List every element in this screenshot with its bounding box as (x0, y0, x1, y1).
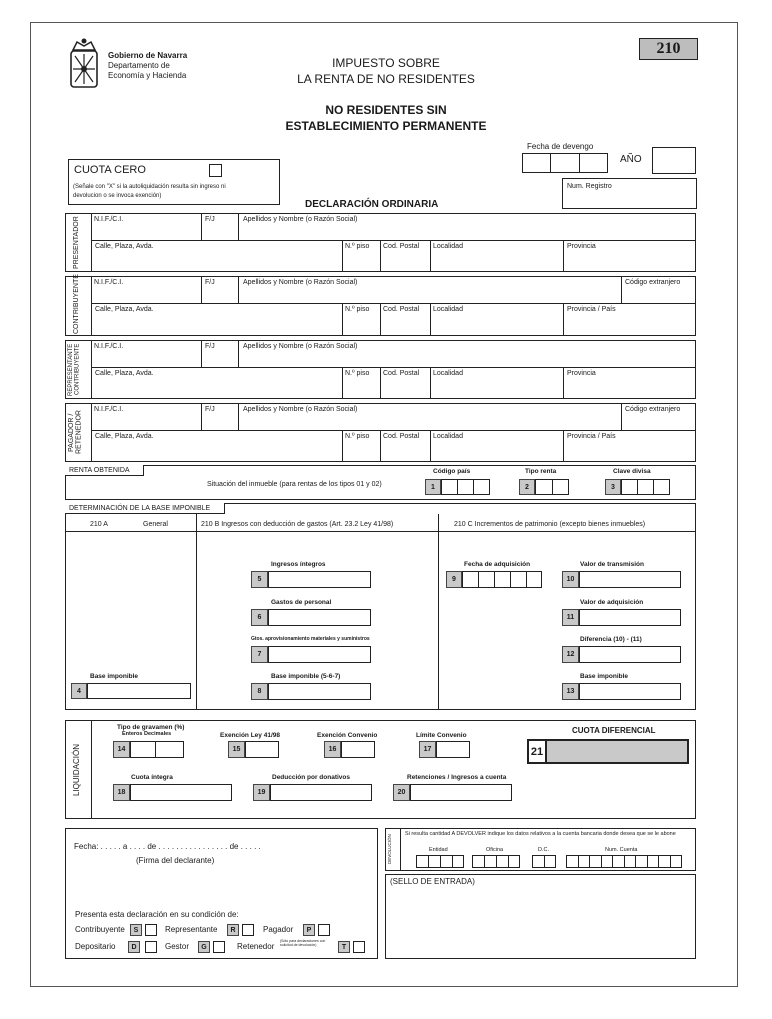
representante-checkbox[interactable] (242, 924, 254, 936)
option-r-code: R (227, 924, 239, 936)
model-number-badge (639, 38, 698, 60)
presentador-nif: N.I.F./C.I. (94, 216, 124, 223)
base-a-label: Base imponible (90, 673, 139, 680)
contribuyente-piso: N.º piso (345, 306, 370, 313)
deduccion-label: Deducción por donativos (272, 774, 351, 781)
contribuyente-codigo-extranjero: Código extranjero (625, 279, 681, 286)
subtitle-line2: ESTABLECIMIENTO PERMANENTE (285, 119, 487, 133)
tipo-renta-label: Tipo renta (525, 468, 557, 475)
ingresos-label: Ingresos íntegros (271, 561, 326, 568)
base-c-label: Base imponible (580, 673, 629, 680)
gtos-aprov-label: Gtos. aprovisionamiento materiales y suministros (251, 636, 370, 642)
codigo-pais-label: Código país (433, 468, 471, 475)
title-line1: IMPUESTO SOBRE (332, 56, 440, 70)
representante-line2: CONTRIBUYENTE (74, 343, 81, 396)
model-number: 210 (656, 40, 681, 57)
box-19-number: 19 (253, 784, 270, 801)
gastos-personal-label: Gastos de personal (271, 599, 332, 606)
box-14-field[interactable] (130, 741, 184, 758)
box-11-number: 11 (562, 609, 579, 626)
presentador-provincia: Provincia (567, 243, 596, 250)
cuota-diferencial-label: CUOTA DIFERENCIAL (572, 726, 656, 735)
pagador-line2: RETENEDOR (75, 410, 83, 455)
box-10-field[interactable] (579, 571, 681, 588)
pagador-option: Pagador (263, 925, 294, 934)
entidad-label: Entidad (429, 847, 448, 853)
box-17-number: 17 (419, 741, 436, 758)
box-21-field[interactable] (527, 739, 689, 764)
presentador-fj: F/J (205, 216, 215, 223)
dc-label: D.C. (538, 847, 549, 853)
box-8-number: 8 (251, 683, 268, 700)
representante-fj: F/J (205, 343, 215, 350)
pagador-piso: N.º piso (345, 433, 370, 440)
renta-situacion: Situación del inmueble (para rentas de los tipos 01 y 02) (207, 481, 382, 488)
col-210a-label: 210 A (90, 521, 108, 528)
box-4-number: 4 (71, 683, 87, 699)
box-20-field[interactable] (410, 784, 512, 801)
box-4-field[interactable] (87, 683, 191, 699)
representante-postal: Cod. Postal (383, 370, 420, 377)
valor-trans-label: Valor de transmisión (580, 561, 644, 568)
pagador-line1: PAGADOR / (68, 413, 75, 452)
cuota-cero-checkbox[interactable] (209, 164, 222, 177)
limite-convenio-label: Límite Convenio (416, 732, 467, 739)
box-13-number: 13 (562, 683, 579, 700)
box-21-number-cell (527, 739, 547, 764)
representante-provincia: Provincia (567, 370, 596, 377)
subtitle-line1: NO RESIDENTES SIN (325, 103, 447, 117)
fecha-adq-label: Fecha de adquisición (464, 561, 531, 568)
liquidacion-label: LIQUIDACIÓN (72, 743, 81, 796)
box-7-number: 7 (251, 646, 268, 663)
fecha-devengo-label: Fecha de devengo (527, 142, 594, 151)
presentador-piso: N.º piso (345, 243, 370, 250)
option-p-code: P (303, 924, 315, 936)
col-210c-label: 210 C Incrementos de patrimonio (excepto bienes inmuebles) (454, 521, 646, 528)
box-12-number: 12 (562, 646, 579, 663)
devolucion-label: DEVOLUCIÓN (387, 834, 392, 865)
option-g-code: G (198, 941, 210, 953)
pagador-label (68, 405, 83, 460)
box-18-number: 18 (113, 784, 130, 801)
sello-entrada-label: (SELLO DE ENTRADA) (390, 877, 475, 886)
retenedor-option: Retenedor (237, 942, 275, 951)
ano-field[interactable] (652, 147, 696, 174)
representante-localidad: Localidad (433, 370, 463, 377)
contribuyente-apellidos: Apellidos y Nombre (o Razón Social) (243, 279, 358, 286)
option-t-code: T (338, 941, 350, 953)
contribuyente-label: CONTRIBUYENTE (73, 274, 80, 334)
box-17-field[interactable] (436, 741, 470, 758)
box-2-number: 2 (519, 479, 535, 495)
contribuyente-checkbox[interactable] (145, 924, 157, 936)
box-18-field[interactable] (130, 784, 232, 801)
pagador-provincia: Provincia / País (567, 433, 616, 440)
contribuyente-nif: N.I.F./C.I. (94, 279, 124, 286)
pagador-postal: Cod. Postal (383, 433, 420, 440)
presentador-localidad: Localidad (433, 243, 463, 250)
base-title: DETERMINACIÓN DE LA BASE IMPONIBLE (69, 505, 211, 512)
representante-piso: N.º piso (345, 370, 370, 377)
representante-option: Representante (165, 925, 218, 934)
box-16-field[interactable] (341, 741, 375, 758)
fecha-devengo-field[interactable] (522, 153, 608, 173)
pagador-apellidos: Apellidos y Nombre (o Razón Social) (243, 406, 358, 413)
retenedor-checkbox[interactable] (353, 941, 365, 953)
renta-title: RENTA OBTENIDA (69, 467, 130, 474)
base-567-label: Base imponible (5-6-7) (271, 673, 341, 680)
cuota-integra-label: Cuota íntegra (131, 774, 173, 781)
presentador-label: PRESENTADOR (73, 216, 80, 269)
cuota-cero-note2: devolucion o se invoca exención) (73, 193, 162, 199)
retenedor-note: (Sólo para declaraciones con solicitud de devolución) (280, 939, 326, 948)
representante-nif: N.I.F./C.I. (94, 343, 124, 350)
representante-line1: REPRESENTANTE (68, 343, 74, 396)
exencion-ley-label: Exención Ley 41/98 (220, 732, 280, 739)
contribuyente-localidad: Localidad (433, 306, 463, 313)
pagador-codigo-extranjero: Código extranjero (625, 406, 681, 413)
box-1-number: 1 (425, 479, 441, 495)
ano-label: AÑO (620, 154, 642, 165)
box-10-number: 10 (562, 571, 579, 588)
box-11-field[interactable] (579, 609, 681, 626)
option-d-code: D (128, 941, 140, 953)
box-5-number: 5 (251, 571, 268, 588)
representante-calle: Calle, Plaza, Avda. (95, 370, 154, 377)
contribuyente-option: Contribuyente (75, 925, 125, 934)
presenta-label: Presenta esta declaración en su condición de: (75, 910, 239, 919)
presentador-calle: Calle, Plaza, Avda. (95, 243, 154, 250)
box-14-number: 14 (113, 741, 130, 758)
declaracion-ordinaria: DECLARACIÓN ORDINARIA (305, 199, 439, 210)
contribuyente-provincia: Provincia / País (567, 306, 616, 313)
pagador-fj: F/J (205, 406, 215, 413)
box-5-field[interactable] (268, 571, 371, 588)
cuota-cero-label: CUOTA CERO (74, 164, 146, 176)
representante-apellidos: Apellidos y Nombre (o Razón Social) (243, 343, 358, 350)
pagador-localidad: Localidad (433, 433, 463, 440)
representante-label (68, 342, 81, 397)
codigo-pais-field[interactable] (441, 479, 490, 495)
presentador-apellidos: Apellidos y Nombre (o Razón Social) (243, 216, 358, 223)
cuota-cero-note1: (Señale con "X" si la autoliquidación resulta sin ingreso ni (73, 184, 226, 190)
col-210b-label: 210 B Ingresos con deducción de gastos (Art. 23.2 Ley 41/98) (201, 521, 394, 528)
retenciones-label: Retenciones / Ingresos a cuenta (407, 774, 507, 781)
box-20-number: 20 (393, 784, 410, 801)
org-line1: Gobierno de Navarra (108, 51, 188, 60)
box-6-field[interactable] (268, 609, 371, 626)
depositario-checkbox[interactable] (145, 941, 157, 953)
firma-label: (Firma del declarante) (136, 856, 215, 865)
diferencia-label: Diferencia (10) - (11) (580, 636, 642, 643)
contribuyente-postal: Cod. Postal (383, 306, 420, 313)
col-210a-general: General (143, 521, 168, 528)
depositario-option: Depositario (75, 942, 116, 951)
box-7-field[interactable] (268, 646, 371, 663)
devolucion-note: Si resulta cantidad A DEVOLVER indique los datos relativos a la cuenta bancaria donde desea que se le abone (405, 831, 676, 837)
gestor-checkbox[interactable] (213, 941, 225, 953)
gestor-option: Gestor (165, 942, 190, 951)
tipo-gravamen-label: Tipo de gravamen (%) (117, 724, 185, 731)
oficina-label: Oficina (486, 847, 504, 853)
box-16-number: 16 (324, 741, 341, 758)
title-line2: LA RENTA DE NO RESIDENTES (297, 72, 475, 86)
pagador-calle: Calle, Plaza, Avda. (95, 433, 154, 440)
clave-divisa-label: Clave divisa (613, 468, 651, 475)
box-9-field[interactable] (462, 571, 542, 588)
box-13-field[interactable] (579, 683, 681, 700)
box-15-number: 15 (228, 741, 245, 758)
box-19-field[interactable] (270, 784, 372, 801)
contribuyente-fj: F/J (205, 279, 215, 286)
box-12-field[interactable] (579, 646, 681, 663)
enteros-decimales-label: Enteros Decimales (122, 731, 172, 737)
option-s-code: S (130, 924, 142, 936)
exencion-convenio-label: Exención Convenio (317, 732, 378, 739)
box-15-field[interactable] (245, 741, 279, 758)
pagador-checkbox[interactable] (318, 924, 330, 936)
box-8-field[interactable] (268, 683, 371, 700)
box-3-number: 3 (605, 479, 621, 495)
box-21-number: 21 (530, 745, 544, 758)
num-registro-label: Num. Registro (567, 183, 612, 190)
org-line3: Economía y Hacienda (108, 71, 187, 80)
org-line2: Departamento de (108, 61, 170, 70)
box-6-number: 6 (251, 609, 268, 626)
num-cuenta-label: Num. Cuenta (605, 847, 638, 853)
box-9-number: 9 (446, 571, 462, 588)
fecha-line: Fecha: . . . . . a . . . . de . . . . . . . . . . . . . . . . de . . . . . (74, 842, 261, 851)
presentador-postal: Cod. Postal (383, 243, 420, 250)
sello-entrada-section (385, 874, 696, 959)
pagador-nif: N.I.F./C.I. (94, 406, 124, 413)
clave-divisa-field[interactable] (621, 479, 670, 495)
valor-adq-label: Valor de adquisición (580, 599, 644, 606)
contribuyente-calle: Calle, Plaza, Avda. (95, 306, 154, 313)
